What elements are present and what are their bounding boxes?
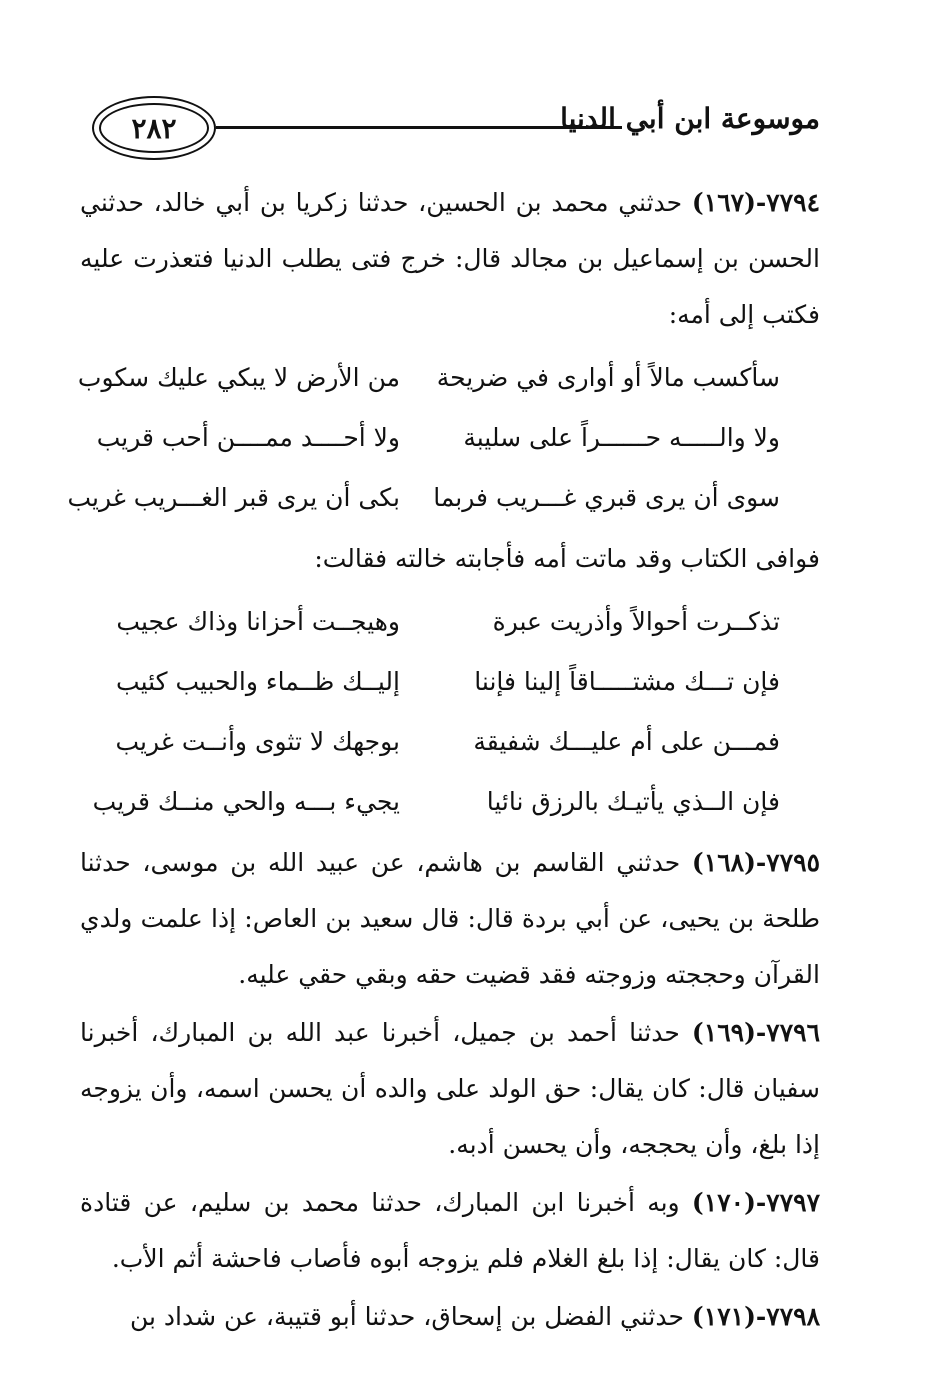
verse-first-half: فإن تـــك مشتـــــاقاً إلينا فإننا <box>474 666 780 696</box>
hadith-text: حدثني محمد بن الحسين، حدثنا زكريا بن أبي خالد، حدثني الحسن بن إسماعيل بن مجالد قال: خرج فتى يطلب الدنيا فتعذرت عليه فكتب إلى أمه: <box>80 188 820 329</box>
poem-son <box>67 347 820 527</box>
hadith-number: ٧٧٩٤-(١٦٧) <box>691 188 820 217</box>
hadith-text: حدثني الفضل بن إسحاق، حدثنا أبو قتيبة، عن شداد بن <box>129 1302 692 1331</box>
verse-first-half: سوى أن يرى قبري غـــريب فربما <box>433 482 780 512</box>
poem-verse <box>67 467 820 527</box>
verse-second-half: من الأرض لا يبكي عليك سكوب <box>77 362 400 392</box>
verse-second-half: يجيء بـــه والحي منــك قريب <box>92 786 400 816</box>
hadith-entry <box>80 175 820 343</box>
verse-second-half: ولا أحــــد ممــــن أحب قريب <box>96 422 400 452</box>
verse-first-half: سأكسب مالاً أو أوارى في ضريحة <box>436 362 780 392</box>
poem-interlude: فوافى الكتاب وقد ماتت أمه فأجابته خالته فقالت: <box>314 544 820 573</box>
page-number: ٢٨٢ <box>131 111 177 145</box>
hadith-entry <box>80 1005 820 1173</box>
verse-first-half: فمـــن على أم عليـــك شفيقة <box>473 726 780 756</box>
verse-second-half: وهيجــت أحزانا وذاك عجيب <box>116 606 400 636</box>
poem-verse <box>80 771 820 831</box>
hadith-text: وبه أخبرنا ابن المبارك، حدثنا محمد بن سليم، عن قتادة قال: كان يقال: إذا بلغ الغلام فلم يزوجه أبوه فأصاب فاحشة أثم الأب. <box>80 1188 820 1273</box>
verse-second-half: إليــك ظــماء والحبيب كئيب <box>116 666 400 696</box>
poem-verse <box>80 407 820 467</box>
book-title: موسوعة ابن أبي الدنيا <box>560 102 820 135</box>
hadith-text: حدثنا أحمد بن جميل، أخبرنا عبد الله بن المبارك، أخبرنا سفيان قال: كان يقال: حق الولد على والده أن يحسن اسمه، وأن يزوجه إذا بلغ، وأن يحججه، وأن يحسن أدبه. <box>80 1018 820 1159</box>
poem-verse <box>80 591 820 651</box>
hadith-number: ٧٧٩٦-(١٦٩) <box>691 1018 820 1047</box>
poem-aunt <box>80 591 820 831</box>
verse-first-half: فإن الــذي يأتيـك بالرزق نائيا <box>486 786 780 816</box>
hadith-entry <box>80 1175 820 1287</box>
page-body <box>67 175 820 1345</box>
page-number-frame <box>92 96 216 160</box>
verse-second-half: بوجهك لا تثوى وأنــت غريب <box>115 726 400 756</box>
hadith-text: حدثني القاسم بن هاشم، عن عبيد الله بن موسى، حدثنا طلحة بن يحيى، عن أبي بردة قال: قال سعيد بن العاص: إذا علمت ولدي القرآن وحججته وزوجته فقد قضيت حقه وبقي حقي عليه. <box>80 848 820 989</box>
hadith-number: ٧٧٩٨-(١٧١) <box>691 1302 820 1331</box>
hadith-entry <box>80 835 820 1003</box>
hadith-entry <box>80 1289 820 1345</box>
page-header <box>80 92 820 170</box>
hadith-number: ٧٧٩٥-(١٦٨) <box>691 848 820 877</box>
poem-verse <box>77 347 820 407</box>
hadith-number: ٧٧٩٧-(١٧٠) <box>691 1188 820 1217</box>
poem-verse <box>80 711 820 771</box>
verse-first-half: ولا والـــــه حــــــراً على سليبة <box>463 422 780 452</box>
poem-verse <box>80 651 820 711</box>
verse-second-half: بكى أن يرى قبر الغـــريب غريب <box>67 482 400 512</box>
verse-first-half: تذكــرت أحوالاً وأذريت عبرة <box>492 606 780 636</box>
